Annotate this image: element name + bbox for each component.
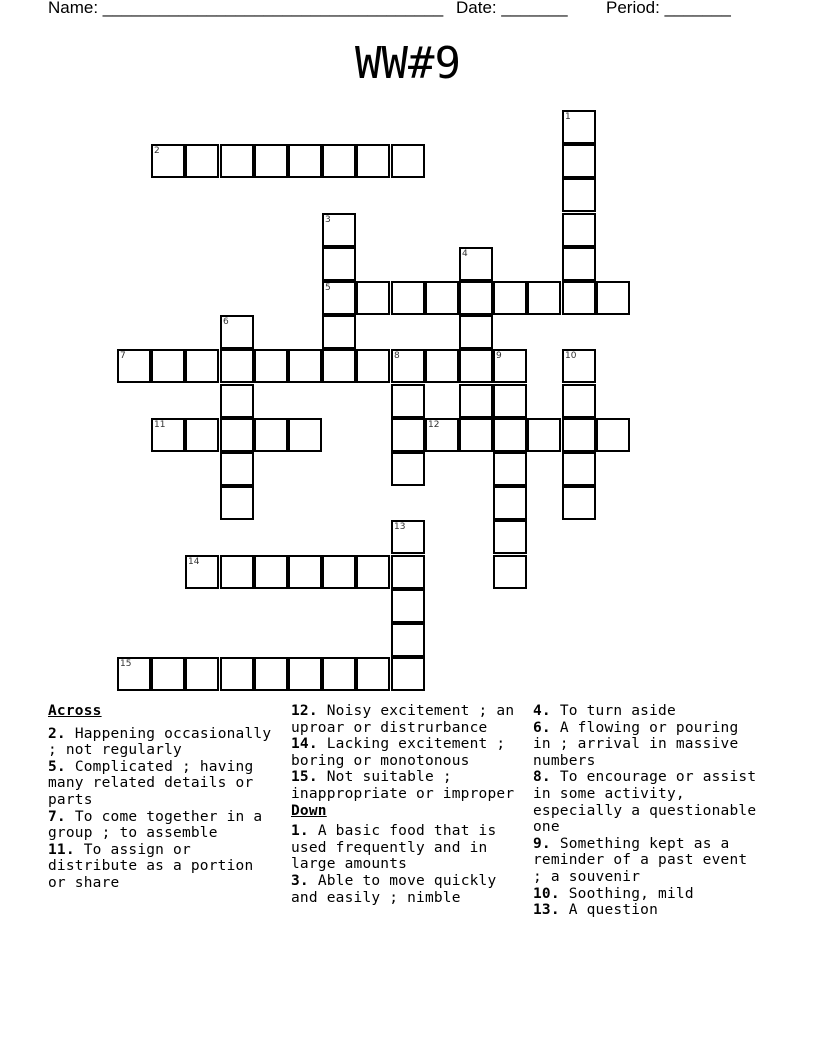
crossword-cell[interactable] [391,657,425,691]
crossword-cell[interactable] [288,657,322,691]
across-heading: Across [48,703,102,719]
crossword-cell[interactable] [356,657,390,691]
crossword-cell[interactable] [596,281,630,315]
crossword-cell[interactable] [391,452,425,486]
crossword-cell[interactable] [356,349,390,383]
crossword-cell[interactable] [185,657,219,691]
crossword-cell[interactable] [151,349,185,383]
clue-down-10: 10. Soothing, mild [533,885,694,902]
crossword-cell[interactable] [288,418,322,452]
crossword-cell[interactable] [288,555,322,589]
crossword-cell[interactable] [562,213,596,247]
crossword-cell[interactable] [322,247,356,281]
crossword-cell[interactable] [527,281,561,315]
crossword-cell[interactable] [185,555,219,589]
clue-across-7: 7. To come together in a group ; to assemble [48,808,263,842]
crossword-cell[interactable] [185,349,219,383]
clue-across-12: 12. Noisy excitement ; an uproar or distrurbance [291,703,515,736]
clue-number: 12 [428,420,440,430]
clue-number: 2 [154,146,160,156]
crossword-cell[interactable] [254,144,288,178]
clue-number: 14 [188,557,200,567]
clue-down-3: 3. Able to move quickly and easily ; nimble [291,872,497,906]
crossword-cell[interactable] [254,418,288,452]
clues-column-1 [48,703,280,892]
clue-number: 4 [462,249,468,259]
crossword-cell[interactable] [322,657,356,691]
crossword-cell[interactable] [322,349,356,383]
crossword-cell[interactable] [493,349,527,383]
crossword-cell[interactable] [459,418,493,452]
crossword-cell[interactable] [391,418,425,452]
name-field[interactable]: Name: ____________________________________ [48,0,444,17]
crossword-cell[interactable] [562,247,596,281]
crossword-cell[interactable] [151,144,185,178]
crossword-cell[interactable] [356,144,390,178]
crossword-cell[interactable] [254,349,288,383]
period-field[interactable]: Period: _______ [606,0,731,17]
clue-number: 9 [496,351,502,361]
crossword-cell[interactable] [322,213,356,247]
clue-across-14: 14. Lacking excitement ; boring or monotonous [291,736,506,769]
crossword-cell[interactable] [356,555,390,589]
crossword-cell[interactable] [562,178,596,212]
clues-column-2 [291,703,523,906]
crossword-cell[interactable] [220,349,254,383]
page-title: WW#9 [355,38,461,89]
crossword-cell[interactable] [493,452,527,486]
crossword-cell[interactable] [425,349,459,383]
crossword-cell[interactable] [151,657,185,691]
crossword-cell[interactable] [220,486,254,520]
crossword-cell[interactable] [117,349,151,383]
clue-down-9: 9. Something kept as a reminder of a past event ; a souvenir [533,835,748,885]
crossword-cell[interactable] [493,555,527,589]
crossword-cell[interactable] [459,349,493,383]
crossword-cell[interactable] [220,657,254,691]
crossword-cell[interactable] [391,555,425,589]
crossword-cell[interactable] [391,589,425,623]
crossword-cell[interactable] [562,384,596,418]
crossword-cell[interactable] [220,555,254,589]
clue-number: 15 [120,659,132,669]
crossword-cell[interactable] [562,281,596,315]
crossword-cell[interactable] [288,349,322,383]
crossword-cell[interactable] [185,418,219,452]
crossword-cell[interactable] [254,555,288,589]
clue-number: 5 [325,283,331,293]
clue-across-5: 5. Complicated ; having many related details or parts [48,758,254,808]
crossword-cell[interactable] [391,520,425,554]
crossword-cell[interactable] [391,144,425,178]
clue-number: 11 [154,420,166,430]
clue-number: 8 [394,351,400,361]
clue-down-13: 13. A question [533,902,659,919]
clue-number: 10 [565,351,577,361]
crossword-cell[interactable] [117,657,151,691]
crossword-cell[interactable] [562,110,596,144]
crossword-cell[interactable] [493,520,527,554]
crossword-cell[interactable] [493,384,527,418]
crossword-cell[interactable] [391,623,425,657]
crossword-cell[interactable] [459,281,493,315]
crossword-cell[interactable] [220,315,254,349]
clue-across-2: 2. Happening occasionally ; not regularly [48,725,272,759]
crossword-cell[interactable] [356,281,390,315]
crossword-cell[interactable] [562,486,596,520]
crossword-cell[interactable] [322,281,356,315]
crossword-cell[interactable] [562,418,596,452]
crossword-cell[interactable] [562,144,596,178]
clue-number: 13 [394,522,406,532]
crossword-cell[interactable] [562,349,596,383]
crossword-cell[interactable] [151,418,185,452]
crossword-cell[interactable] [322,315,356,349]
crossword-cell[interactable] [391,349,425,383]
clue-number: 6 [223,317,229,327]
crossword-cell[interactable] [493,486,527,520]
clue-down-1: 1. A basic food that is used frequently and in large amounts [291,823,497,873]
crossword-cell[interactable] [322,144,356,178]
clues-column-3 [533,703,765,919]
crossword-cell[interactable] [288,144,322,178]
crossword-cell[interactable] [254,657,288,691]
clue-down-4: 4. To turn aside [533,703,676,719]
clue-across-11: 11. To assign or distribute as a portion or share [48,841,254,891]
crossword-cell[interactable] [459,384,493,418]
crossword-cell[interactable] [493,281,527,315]
clue-number: 7 [120,351,126,361]
crossword-cell[interactable] [220,452,254,486]
clue-down-6: 6. A flowing or pouring in ; arrival in massive numbers [533,719,739,769]
crossword-cell[interactable] [391,281,425,315]
clue-across-15: 15. Not suitable ; inappropriate or improper [291,769,515,802]
clue-number: 1 [565,112,571,122]
crossword-cell[interactable] [562,452,596,486]
crossword-cell[interactable] [185,144,219,178]
crossword-cell[interactable] [391,384,425,418]
date-field[interactable]: Date: _______ [456,0,568,17]
crossword-cell[interactable] [425,281,459,315]
crossword-cell[interactable] [220,384,254,418]
crossword-cell[interactable] [527,418,561,452]
clue-down-8: 8. To encourage or assist in some activity, especially a questionable one [533,769,757,836]
crossword-cell[interactable] [425,418,459,452]
crossword-cell[interactable] [493,418,527,452]
crossword-cell[interactable] [322,555,356,589]
crossword-cell[interactable] [220,418,254,452]
crossword-cell[interactable] [459,247,493,281]
crossword-cell[interactable] [596,418,630,452]
crossword-cell[interactable] [220,144,254,178]
down-heading: Down [291,802,327,819]
crossword-cell[interactable] [459,315,493,349]
clue-number: 3 [325,215,331,225]
